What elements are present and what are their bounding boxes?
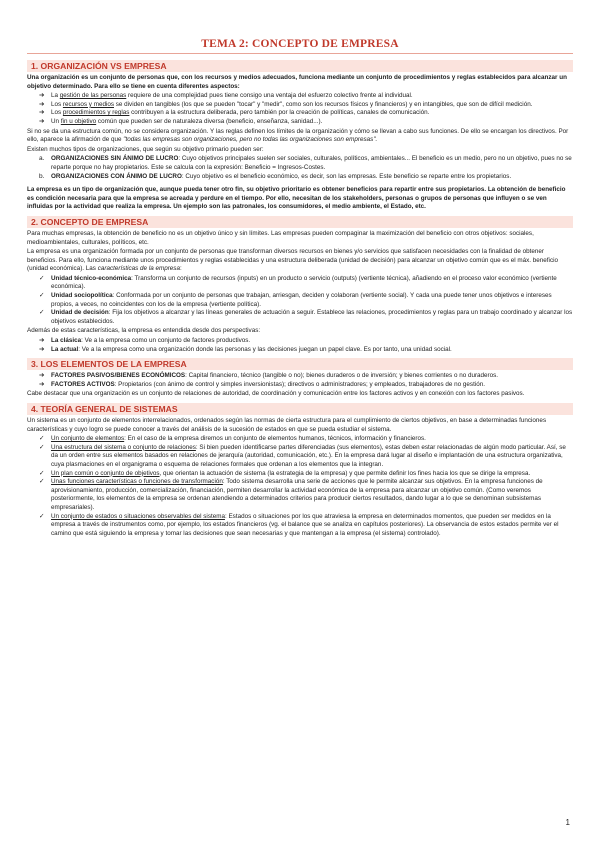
check-icon: ✓ [39, 309, 45, 317]
section-heading-1: 1. ORGANIZACIÓN VS EMPRESA [27, 60, 573, 72]
list-item: a. ORGANIZACIONES SIN ÁNIMO DE LUCRO: Cuyo objetivos principales suelen ser sociales, culturales, políticos, ambientales... El beneficio es un medio, pero no un objetivo, pues no se reparte porque no hay propietarios. Este se calcula con la expresión: Beneficio = Ingresos-Costes. [39, 155, 572, 171]
paragraph: Cabe destacar que una organización es un conjunto de relaciones de autoridad, de coordinación y comunicación entre los factores activos y en conexión con los factores pasivos. [27, 390, 525, 398]
paragraph: La empresa es una organización formada por un conjunto de personas que transforman diversos recursos en bienes y/o servicios que satisfacen necesidades con la finalidad de obtener beneficios. Para ello, funciona mediante unos procedimientos y reglas establecidas y una estructura deliberada (unidad de decisión) para alcanzar un objetivo común que es el máx. beneficio (unidad económica). Las características de la empresa: [27, 248, 559, 273]
elements-list [27, 372, 573, 389]
paragraph: Un sistema es un conjunto de elementos interrelacionados, ordenados según las normas de cierta estructura para el cumplimiento de ciertos objetivos, en base a determinadas funciones características y cuyo logro se puede conocer a través del análisis de la sucesión de estados en que se pueda estudiar el sistema. [27, 417, 547, 433]
section-heading-4: 4. TEORÍA GENERAL DE SISTEMAS [27, 403, 573, 415]
paragraph: Si no se da una estructura común, no se considera organización. Y las reglas definen los límites de la organización y cómo se llevan a cabo sus funciones. De ello se encargan los directivos. Por ello, aparece la afirmación de que "todas las empresas son organizaciones, pero no todas las organizaciones son empresas". [27, 127, 569, 144]
check-icon: ✓ [39, 274, 45, 282]
aspects-list [27, 92, 573, 126]
list-item: ➔ Los recursos y medios se dividen en tangibles (los que se pueden "tocar" y "medir", como son los recursos físicos y financieros) y en intangibles, que son de difícil medición. [39, 100, 533, 108]
section-heading-3: 3. LOS ELEMENTOS DE LA EMPRESA [27, 358, 573, 370]
arrow-icon: ➔ [39, 345, 45, 353]
list-item: ➔ Un fin u objetivo común que pueden ser de naturaleza diversa (beneficio, enseñanza, sanidad...). [39, 117, 323, 125]
paragraph: Para muchas empresas, la obtención de beneficio no es un objetivo único y sin límites. Las empresas pueden compaginar la maximización del beneficio con otros objetivos: sociales, medioambientales, culturales, políticos, etc. [27, 229, 534, 246]
list-item: ✓ Unidad de decisión: Fija los objetivos a alcanzar y las líneas generales de actuación a seguir. Establece las relaciones, procedimientos y reglas para un trabajo coordinado y alcanzar los objetivos establecidos. [39, 309, 573, 325]
list-item: ✓ Un conjunto de elementos: En el caso de la empresa diremos un conjunto de elementos humanos, técnicos, información y financieros. [39, 435, 426, 443]
document-title: TEMA 2: CONCEPTO DE EMPRESA [27, 38, 573, 54]
list-item: ✓ Un plan común o conjunto de objetivos, que orientan la actuación de sistema (la estrategia de la empresa) y que permite definir los fines hacia los que se dirige la empresa. [39, 469, 531, 477]
paragraph: Además de estas características, la empresa es entendida desde dos perspectivas: [27, 327, 261, 335]
check-icon: ✓ [39, 512, 45, 520]
arrow-icon: ➔ [39, 337, 45, 345]
list-item: ➔ Los procedimientos y reglas contribuyen a la estructura deliberada, pero también por la creación de políticas, canales de comunicación. [39, 109, 430, 117]
arrow-icon: ➔ [39, 117, 45, 125]
perspectives-list [27, 337, 573, 354]
check-icon: ✓ [39, 443, 45, 451]
arrow-icon: ➔ [39, 92, 45, 100]
characteristics-list [27, 275, 573, 327]
types-list [27, 155, 573, 181]
arrow-icon: ➔ [39, 380, 45, 388]
page [27, 38, 573, 539]
list-item: ✓ Unidad sociopolítica: Conformada por un conjunto de personas que trabajan, arriesgan, deciden y colaboran (vertiente social). Y cada una puede tener unos objetivos e intereses propios, a veces, no coincidentes con los de la empresa (vertiente política). [39, 292, 552, 308]
check-icon: ✓ [39, 469, 45, 477]
paragraph: Existen muchos tipos de organizaciones, que según su objetivo primario pueden ser: [27, 145, 264, 153]
list-item: ➔ La actual: Ve a la empresa como una organización donde las personas y las decisiones juegan un papel clave. Es por tanto, una unidad social. [39, 345, 452, 353]
list-item: b. ORGANIZACIONES CON ÁNIMO DE LUCRO: Cuyo objetivo es el beneficio económico, es decir, son las empresas. Este beneficio se reparte entre los propietarios. [39, 172, 512, 180]
list-item: ✓ Unidad técnico-económica: Transforma un conjunto de recursos (inputs) en un producto o servicio (outputs) (vertiente técnica), añadiendo en el proceso valor económico (vertiente económica). [39, 274, 557, 291]
list-item: ➔ La clásica: Ve a la empresa como un conjunto de factores productivos. [39, 337, 251, 345]
check-icon: ✓ [39, 478, 45, 486]
check-icon: ✓ [39, 292, 45, 300]
list-item: ➔ FACTORES ACTIVOS: Propietarios (con ánimo de control y simples inversionistas); directivos o administradores; y empleados, trabajadores de no gestión. [39, 380, 485, 388]
list-item: ✓ Unas funciones características o funciones de transformación: Todo sistema desarrolla una serie de acciones que le permite alcanzar sus objetivos. En la empresa funciones de aprovisionamiento, producción, comercialización, financiación, permiten desarrollar la actividad económica de la empresa para alcanzar un objetivo común. (Como veremos posteriormente, los elementos de la empresa se ordenan atendiendo a determinados criterios para producir ciertos resultados, dando lugar a lo que se denominan subsistemas empresariales). [39, 478, 543, 511]
list-item: ✓ Una estructura del sistema o conjunto de relaciones: Si bien pueden identificarse partes diferenciadas (sus elementos), estas deben estar relacionadas de algún modo particular. Así, se da un orden entre sus elementos basados en relaciones de jerarquía (autoridad, comunicación, etc.). En la empresa dará lugar al diseño e implantación de una estructura organizativa, cuya plasmaciones en el organigrama o esquema de relaciones formales que ordenan a los elementos que la integran. [39, 443, 566, 468]
arrow-icon: ➔ [39, 372, 45, 380]
page-number: 1 [565, 818, 570, 827]
paragraph: La empresa es un tipo de organización que, aunque pueda tener otro fin, su objetivo prioritario es obtener beneficios para repartir entre sus propietarios. La obtención de beneficio es condición necesaria para que la empresa se acreada y perdure en el tiempo. Por ello, necesitan de los stakeholders, personas o grupos de personas que influyen o se ven influidas por la actividad que realiza la empresa. Un ejemplo son las patronales, los consumidores, el medio ambiente, el Estado, etc. [27, 186, 566, 211]
section-heading-2: 2. CONCEPTO DE EMPRESA [27, 216, 573, 228]
check-icon: ✓ [39, 435, 45, 443]
list-item: ➔ FACTORES PASIVOS/BIENES ECONÓMICOS: Capital financiero, técnico (tangible o no); bienes duraderos o de inversión; y bienes corrientes o no duraderos. [39, 372, 499, 380]
arrow-icon: ➔ [39, 100, 45, 108]
list-item: ➔ La gestión de las personas requiere de una complejidad pues tiene consigo una ventaja del esfuerzo colectivo frente al individual. [39, 92, 413, 100]
paragraph: Una organización es un conjunto de personas que, con los recursos y medios adecuados, funciona mediante un conjunto de procedimientos y reglas establecidos para alcanzar un objetivo determinado. Para ello se tiene en cuenta diferentes aspectos: [27, 74, 567, 90]
arrow-icon: ➔ [39, 109, 45, 117]
list-item: ✓ Un conjunto de estados o situaciones observables del sistema: Estados o situaciones por los que atraviesa la empresa en determinados momentos, que pueden ser medidos en la empresa a través de instrumentos como, por ejemplo, los estados financieros (vg. el balance que se analiza en capítulos posteriores). La observancia de estos estados permite ver el camino que está siguiendo la empresa y tomar las decisiones que sean necesarias y que mantengan a la empresa (el sistema) controlado). [39, 512, 559, 537]
system-list [27, 435, 573, 538]
